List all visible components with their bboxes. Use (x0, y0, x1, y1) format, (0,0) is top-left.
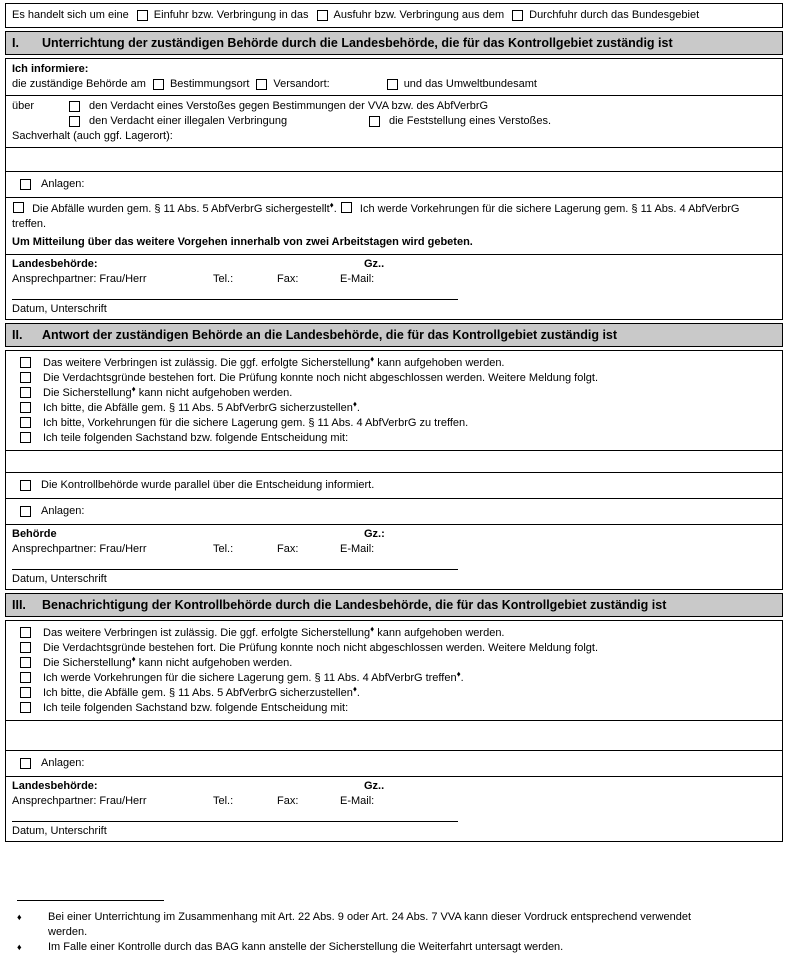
section2-header (5, 323, 783, 347)
section2-option-row (12, 401, 776, 416)
vorkehrungen-label: Ich werde Vorkehrungen für die sichere Lagerung gem. § 11 Abs. 4 AbfVerbrG treffen. (12, 203, 740, 230)
kontroll-info-row (5, 472, 783, 499)
section3-option1-checkbox[interactable] (20, 627, 31, 638)
section3-gz-label: Gz.. (364, 780, 385, 792)
section1-signature-line (12, 287, 458, 300)
section3-option3-checkbox[interactable] (20, 657, 31, 668)
feststellung-checkbox[interactable] (369, 116, 380, 127)
bestimmungsort-checkbox[interactable] (153, 79, 164, 90)
section3-email-label: E-Mail: (340, 795, 375, 807)
section1-email-label: E-Mail: (340, 273, 375, 285)
footnote-separator (17, 900, 164, 901)
control-form (5, 3, 783, 842)
section3-option6-checkbox[interactable] (20, 702, 31, 713)
ausfuhr-checkbox[interactable] (317, 10, 328, 21)
section2-person-label: Ansprechpartner: Frau/Herr (12, 543, 147, 555)
sichergestellt-label: Die Abfälle wurden gem. § 11 Abs. 5 AbfVerbrG sichergestellt♦. (32, 200, 337, 215)
illegale-verbringung-checkbox[interactable] (69, 116, 80, 127)
section2-option-row (12, 371, 776, 386)
versandort-checkbox[interactable] (256, 79, 267, 90)
footnote-2-text: Im Falle einer Kontrolle durch das BAG kann anstelle der Sicherstellung die Weiterfahrt untersagt werden. (48, 941, 564, 953)
inform-heading: Ich informiere: (12, 63, 89, 75)
section2-contact-block (5, 524, 783, 590)
footnote-1 (17, 910, 710, 940)
section2-option-row (12, 431, 776, 446)
section2-option1-checkbox[interactable] (20, 357, 31, 368)
footnote-2 (17, 940, 710, 955)
section2-option1-label: Das weitere Verbringen ist zulässig. Die ggf. erfolgte Sicherstellung♦ kann aufgehoben werden. (43, 354, 505, 369)
section2-anlagen-label: Anlagen: (41, 505, 85, 517)
footnote-1-marker: ♦ (17, 912, 22, 922)
footnotes (17, 900, 710, 955)
suspicion-row (5, 95, 783, 148)
section2-option5-label: Ich bitte, Vorkehrungen für die sichere Lagerung gem. § 11 Abs. 4 AbfVerbrG zu treffen. (43, 417, 469, 429)
illegale-verbringung-label: den Verdacht einer illegalen Verbringung (89, 115, 288, 127)
section1-title: Unterrichtung der zuständigen Behörde durch die Landesbehörde, die für das Kontrollgebiet zuständig ist (42, 36, 673, 50)
section3-option-row (12, 626, 776, 641)
section2-signature-line (12, 557, 458, 570)
section1-gz-label: Gz.. (364, 258, 385, 270)
einfuhr-label: Einfuhr bzw. Verbringung in das (153, 9, 309, 21)
section3-signature-line (12, 809, 458, 822)
section3-tel-label: Tel.: (213, 795, 234, 807)
kontroll-info-checkbox[interactable] (20, 480, 31, 491)
section2-option3-label: Die Sicherstellung♦ kann nicht aufgehoben werden. (43, 384, 293, 399)
section2-option2-checkbox[interactable] (20, 372, 31, 383)
section2-tel-label: Tel.: (213, 543, 234, 555)
section3-input-area[interactable] (5, 720, 783, 751)
inform-row (5, 58, 783, 96)
section2-option4-label: Ich bitte, die Abfälle gem. § 11 Abs. 5 AbfVerbrG sicherzustellen♦. (43, 399, 360, 414)
section2-gz-label: Gz.: (364, 528, 385, 540)
section3-option1-label: Das weitere Verbringen ist zulässig. Die ggf. erfolgte Sicherstellung♦ kann aufgehoben werden. (43, 624, 505, 639)
ueber-label: über (12, 100, 35, 112)
section2-number: II. (12, 328, 23, 342)
section2-option4-checkbox[interactable] (20, 402, 31, 413)
section2-signature-label: Datum, Unterschrift (12, 573, 107, 585)
section3-option4-label: Ich werde Vorkehrungen für die sichere Lagerung gem. § 11 Abs. 4 AbfVerbrG treffen♦. (43, 669, 464, 684)
bestimmungsort-label: Bestimmungsort (169, 78, 250, 90)
section3-contact-block (5, 776, 783, 842)
section2-option-row (12, 416, 776, 431)
section2-option6-label: Ich teile folgenden Sachstand bzw. folgende Entscheidung mit: (43, 432, 349, 444)
section3-option-row (12, 686, 776, 701)
section1-anlagen-row (5, 171, 783, 198)
section3-fax-label: Fax: (277, 795, 299, 807)
section1-authority-label: Landesbehörde: (12, 258, 98, 270)
section2-anlagen-row (5, 498, 783, 525)
section3-header (5, 593, 783, 617)
section1-number: I. (12, 36, 19, 50)
feststellung-label: die Feststellung eines Verstoßes. (389, 115, 552, 127)
section1-contact-block (5, 254, 783, 320)
section3-option2-checkbox[interactable] (20, 642, 31, 653)
section1-anlagen-label: Anlagen: (41, 178, 85, 190)
section1-person-label: Ansprechpartner: Frau/Herr (12, 273, 147, 285)
shipment-type-prefix: Es handelt sich um eine (12, 9, 129, 21)
section2-title: Antwort der zuständigen Behörde an die Landesbehörde, die für das Kontrollgebiet zuständig ist (42, 328, 618, 342)
section2-email-label: E-Mail: (340, 543, 375, 555)
section3-option3-label: Die Sicherstellung♦ kann nicht aufgehoben werden. (43, 654, 293, 669)
section1-signature-label: Datum, Unterschrift (12, 303, 107, 315)
section2-options (5, 350, 783, 451)
section3-signature-label: Datum, Unterschrift (12, 825, 107, 837)
section2-option-row (12, 356, 776, 371)
section3-option6-label: Ich teile folgenden Sachstand bzw. folgende Entscheidung mit: (43, 702, 349, 714)
sicherstellung-row (5, 197, 783, 255)
section1-anlagen-checkbox[interactable] (20, 179, 31, 190)
section1-fax-label: Fax: (277, 273, 299, 285)
verstoss-verdacht-checkbox[interactable] (69, 101, 80, 112)
section3-option-row (12, 701, 776, 716)
section3-option5-checkbox[interactable] (20, 687, 31, 698)
section3-number: III. (12, 598, 26, 612)
section3-anlagen-checkbox[interactable] (20, 758, 31, 769)
inform-prefix: die zuständige Behörde am (12, 78, 146, 90)
section3-option5-label: Ich bitte, die Abfälle gem. § 11 Abs. 5 AbfVerbrG sicherzustellen♦. (43, 684, 360, 699)
section1-tel-label: Tel.: (213, 273, 234, 285)
umweltbundesamt-label: und das Umweltbundesamt (403, 78, 537, 90)
verstoss-verdacht-label: den Verdacht eines Verstoßes gegen Bestimmungen der VVA bzw. des AbfVerbrG (89, 100, 489, 112)
versandort-label: Versandort: (273, 78, 330, 90)
section3-option2-label: Die Verdachtsgründe bestehen fort. Die Prüfung konnte noch nicht abgeschlossen werden. Weitere Meldung folgt. (43, 642, 599, 654)
sachverhalt-input-area[interactable] (5, 147, 783, 172)
section2-anlagen-checkbox[interactable] (20, 506, 31, 517)
section2-option6-checkbox[interactable] (20, 432, 31, 443)
footnote-1-text: Bei einer Unterrichtung im Zusammenhang mit Art. 22 Abs. 9 oder Art. 24 Abs. 7 VVA kann dieser Vordruck entsprechend verwendet werden. (48, 911, 692, 938)
kontroll-info-label: Die Kontrollbehörde wurde parallel über die Entscheidung informiert. (41, 479, 375, 491)
durchfuhr-label: Durchfuhr durch das Bundesgebiet (529, 9, 700, 21)
ausfuhr-label: Ausfuhr bzw. Verbringung aus dem (333, 9, 505, 21)
section2-fax-label: Fax: (277, 543, 299, 555)
section2-option-row (12, 386, 776, 401)
sichergestellt-checkbox[interactable] (13, 202, 24, 213)
section2-authority-label: Behörde (12, 528, 57, 540)
vorkehrungen-checkbox[interactable] (341, 202, 352, 213)
section2-option3-checkbox[interactable] (20, 387, 31, 398)
section2-option5-checkbox[interactable] (20, 417, 31, 428)
footnote-2-marker: ♦ (17, 942, 22, 952)
einfuhr-checkbox[interactable] (137, 10, 148, 21)
section1-header (5, 31, 783, 55)
section2-option2-label: Die Verdachtsgründe bestehen fort. Die Prüfung konnte noch nicht abgeschlossen werden. Weitere Meldung folgt. (43, 372, 599, 384)
sachverhalt-label: Sachverhalt (auch ggf. Lagerort): (12, 130, 173, 142)
section3-options (5, 620, 783, 721)
durchfuhr-checkbox[interactable] (512, 10, 523, 21)
shipment-type-row (5, 3, 783, 28)
section3-anlagen-label: Anlagen: (41, 757, 85, 769)
section3-option-row (12, 671, 776, 686)
section3-anlagen-row (5, 750, 783, 777)
mitteilung-note: Um Mitteilung über das weitere Vorgehen innerhalb von zwei Arbeitstagen wird gebeten. (12, 236, 473, 248)
section3-authority-label: Landesbehörde: (12, 780, 98, 792)
section3-option4-checkbox[interactable] (20, 672, 31, 683)
section3-person-label: Ansprechpartner: Frau/Herr (12, 795, 147, 807)
section2-input-area[interactable] (5, 450, 783, 473)
umweltbundesamt-checkbox[interactable] (387, 79, 398, 90)
section3-option-row (12, 641, 776, 656)
sicherstellung-options (12, 202, 776, 232)
section3-title: Benachrichtigung der Kontrollbehörde durch die Landesbehörde, die für das Kontrollgebiet zuständig ist (42, 598, 667, 612)
section3-option-row (12, 656, 776, 671)
